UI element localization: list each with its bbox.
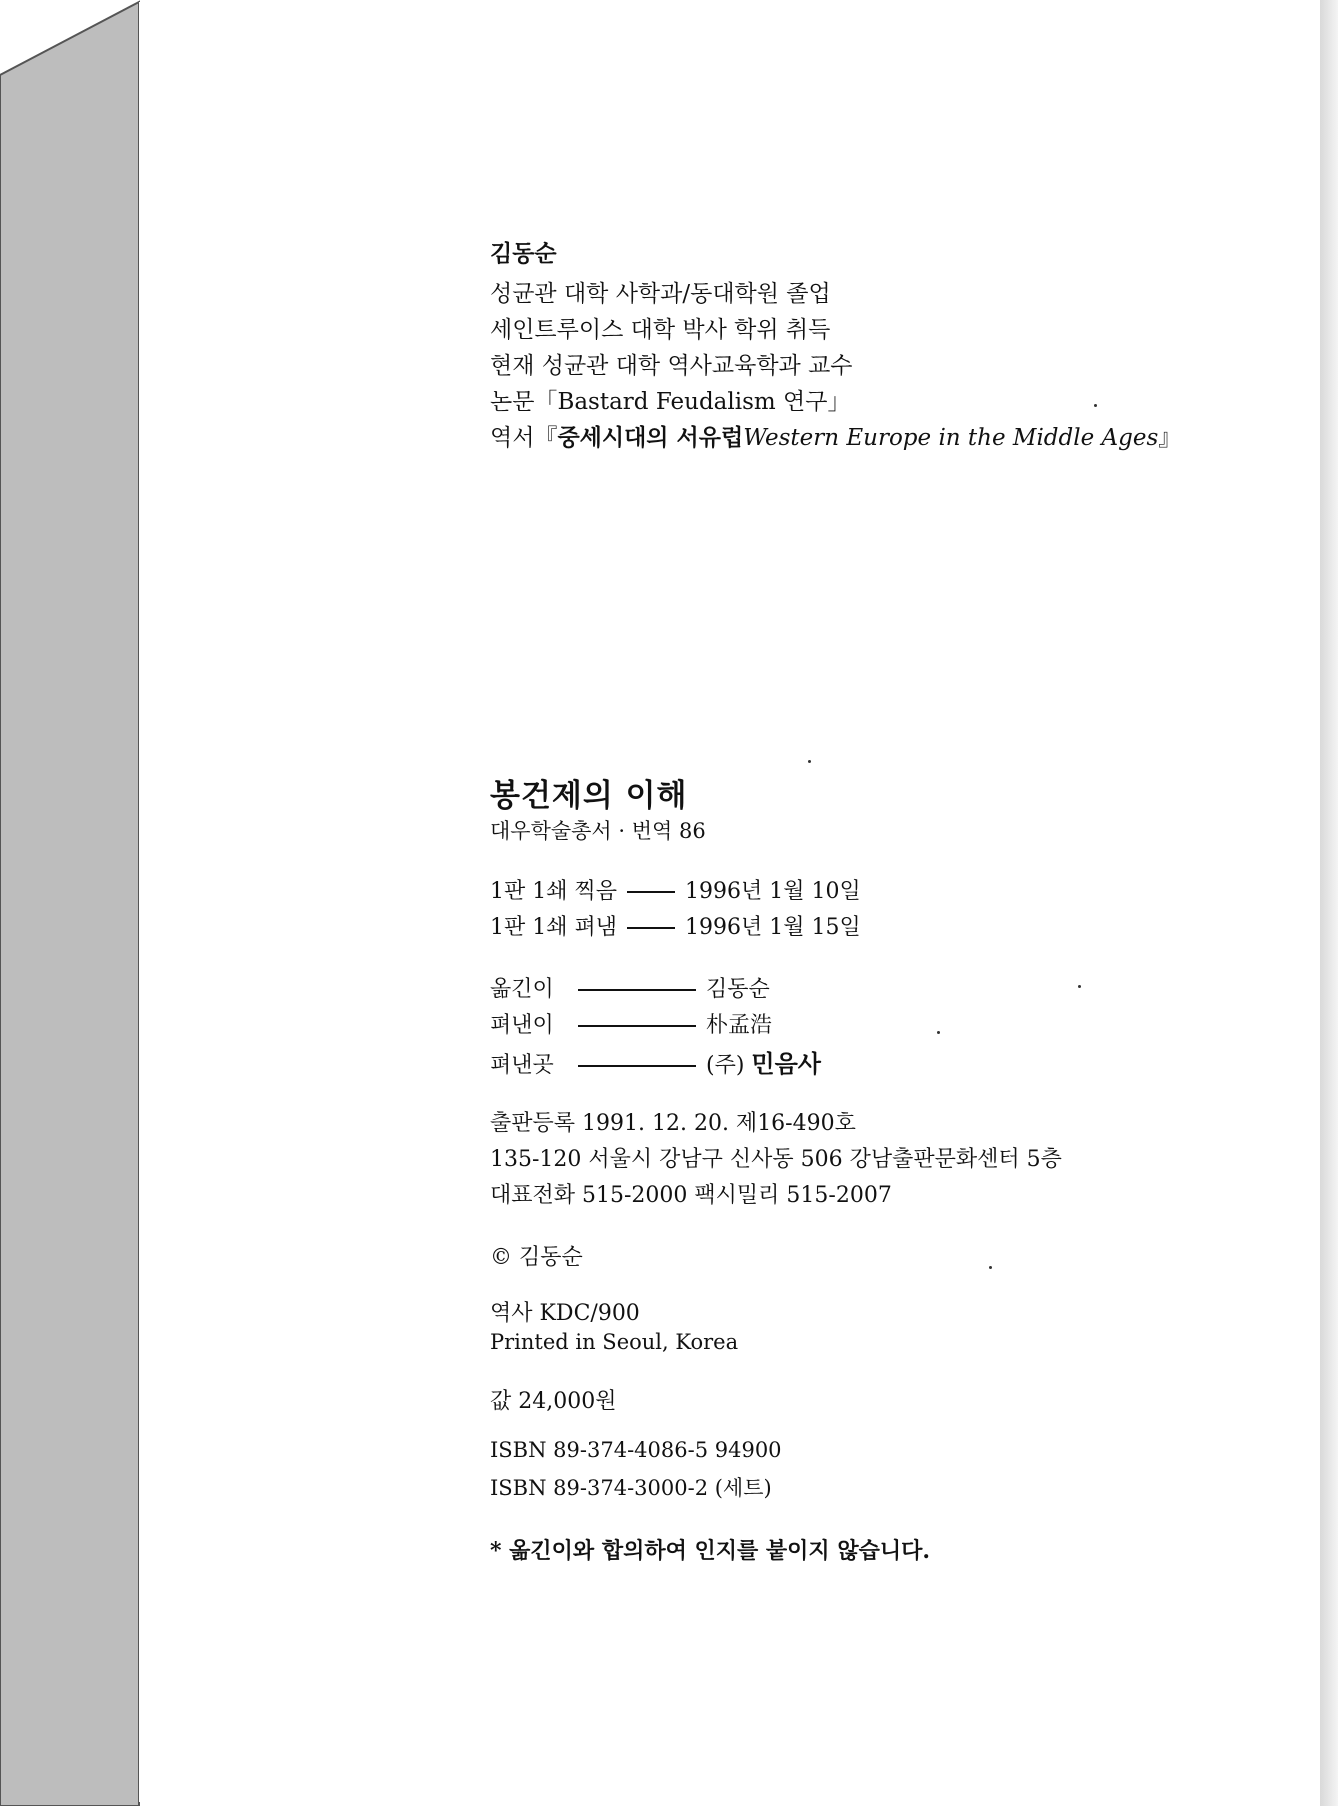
bio-degree: 세인트루이스 대학 박사 학위 취득 [490,317,831,343]
publisher-phone: 대표전화 515-2000 팩시밀리 515-2007 [490,1183,892,1208]
isbn-volume: ISBN 89-374-4086-5 94900 [490,1438,782,1462]
scan-speck [989,1266,992,1269]
book-title: 봉건제의 이해 [490,778,688,814]
dash-separator [627,927,675,929]
registration-number: 출판등록 1991. 12. 20. 제16-490호 [490,1111,856,1136]
translation-suffix: 』 [1158,425,1182,451]
book-spine [0,0,140,1806]
publisher-label: 펴낸곳 [490,1053,554,1078]
publish-line [490,910,861,941]
dash-separator [578,1025,696,1027]
dash-separator [627,891,675,893]
bio-thesis [490,384,850,420]
dash-separator [578,1065,696,1067]
isbn-set: ISBN 89-374-3000-2 (세트) [490,1476,772,1500]
publisher-person-label: 펴낸이 [490,1013,554,1038]
translator-name: 김동순 [706,977,770,1002]
publish-date: 1996년 1월 15일 [685,915,861,940]
translation-title-en: Western Europe in the Middle Ages [743,425,1159,451]
translator-line [490,972,770,1003]
author-name: 김동순 [490,240,557,267]
dash-separator [578,989,696,991]
publisher-line [490,1044,821,1079]
publisher-person-line [490,1008,772,1039]
translator-label: 옮긴이 [490,977,554,1002]
thesis-prefix: 논문「 [490,389,558,415]
page-edge-shadow [1320,0,1338,1806]
publisher-person-name: 朴孟浩 [706,1013,773,1038]
scan-speck [1078,985,1081,988]
book-series: 대우학술총서 · 번역 86 [490,819,706,843]
publish-label: 1판 1쇄 펴냄 [490,915,617,940]
print-line [490,874,861,905]
print-date: 1996년 1월 10일 [685,879,861,904]
thesis-suffix: 」 [827,389,851,415]
bio-translation [490,420,1181,456]
printed-in: Printed in Seoul, Korea [490,1330,739,1354]
publisher-address: 135-120 서울시 강남구 신사동 506 강남출판문화센터 5층 [490,1147,1062,1172]
scan-speck [937,1031,940,1034]
translation-title-ko: 중세시대의 서유럽 [557,424,744,451]
price: 값 24,000원 [490,1389,617,1414]
translation-prefix: 역서『 [490,425,558,451]
bio-education: 성균관 대학 사학과/동대학원 졸업 [490,281,831,307]
scan-speck [808,760,811,763]
classification: 역사 KDC/900 [490,1301,640,1326]
thesis-title: Bastard Feudalism 연구 [557,389,828,415]
publisher-prefix: (주) [706,1053,745,1078]
copyright-notice: © 김동순 [490,1245,583,1270]
seal-note: * 옮긴이와 합의하여 인지를 붙이지 않습니다. [490,1538,930,1564]
bio-position: 현재 성균관 대학 역사교육학과 교수 [490,353,853,379]
print-label: 1판 1쇄 찍음 [490,879,617,904]
scan-speck [1094,404,1097,407]
publisher-logo: 민음사 [751,1049,821,1078]
